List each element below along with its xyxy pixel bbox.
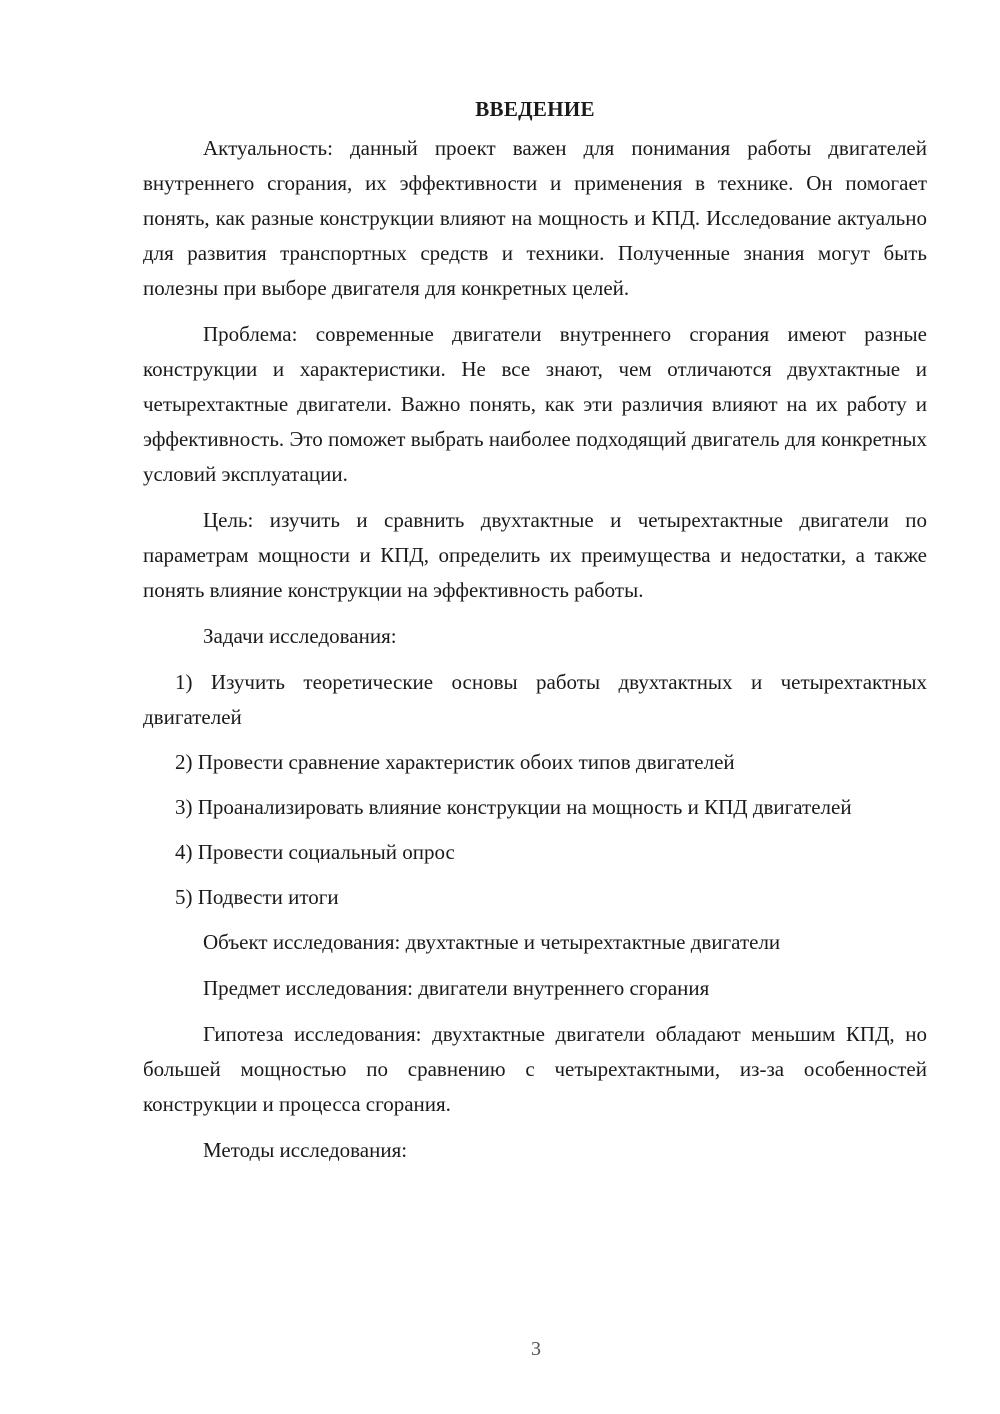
page-number: 3 — [531, 1338, 541, 1360]
task-item-4: 4) Провести социальный опрос — [175, 840, 455, 864]
section-title: ВВЕДЕНИЕ — [475, 97, 595, 121]
tasks-heading: Задачи исследования: — [203, 624, 397, 648]
task-item-1: 1) Изучить теоретические основы работы двухтактных и четырехтактных двигателей — [143, 670, 927, 729]
relevance-paragraph: Актуальность: данный проект важен для понимания работы двигателей внутреннего сгорания, их эффективности и применения в технике. Он помогает понять, как разные конструкции влияют на мощность и КПД. Исследование актуально для развития транспортных средств и техники. Полученные знания могут быть полезны при выборе двигателя для конкретных целей. — [143, 136, 927, 300]
task-item-3: 3) Проанализировать влияние конструкции на мощность и КПД двигателей — [175, 795, 852, 819]
hypothesis-paragraph: Гипотеза исследования: двухтактные двигатели обладают меньшим КПД, но большей мощностью по сравнению с четырехтактными, из-за особенностей конструкции и процесса сгорания. — [143, 1022, 927, 1116]
page-content — [143, 92, 927, 1179]
object-paragraph: Объект исследования: двухтактные и четырехтактные двигатели — [203, 930, 781, 954]
problem-paragraph: Проблема: современные двигатели внутреннего сгорания имеют разные конструкции и характеристики. Не все знают, чем отличаются двухтактные и четырехтактные двигатели. Важно понять, как эти различия влияют на их работу и эффективность. Это поможет выбрать наиболее подходящий двигатель для конкретных условий эксплуатации. — [143, 322, 927, 486]
task-item-2: 2) Провести сравнение характеристик обоих типов двигателей — [175, 750, 735, 774]
task-item-5: 5) Подвести итоги — [175, 885, 339, 909]
subject-paragraph: Предмет исследования: двигатели внутреннего сгорания — [203, 976, 710, 1000]
methods-heading: Методы исследования: — [203, 1138, 408, 1162]
goal-paragraph: Цель: изучить и сравнить двухтактные и четырехтактные двигатели по параметрам мощности и КПД, определить их преимущества и недостатки, а также понять влияние конструкции на эффективность работы. — [143, 508, 927, 602]
